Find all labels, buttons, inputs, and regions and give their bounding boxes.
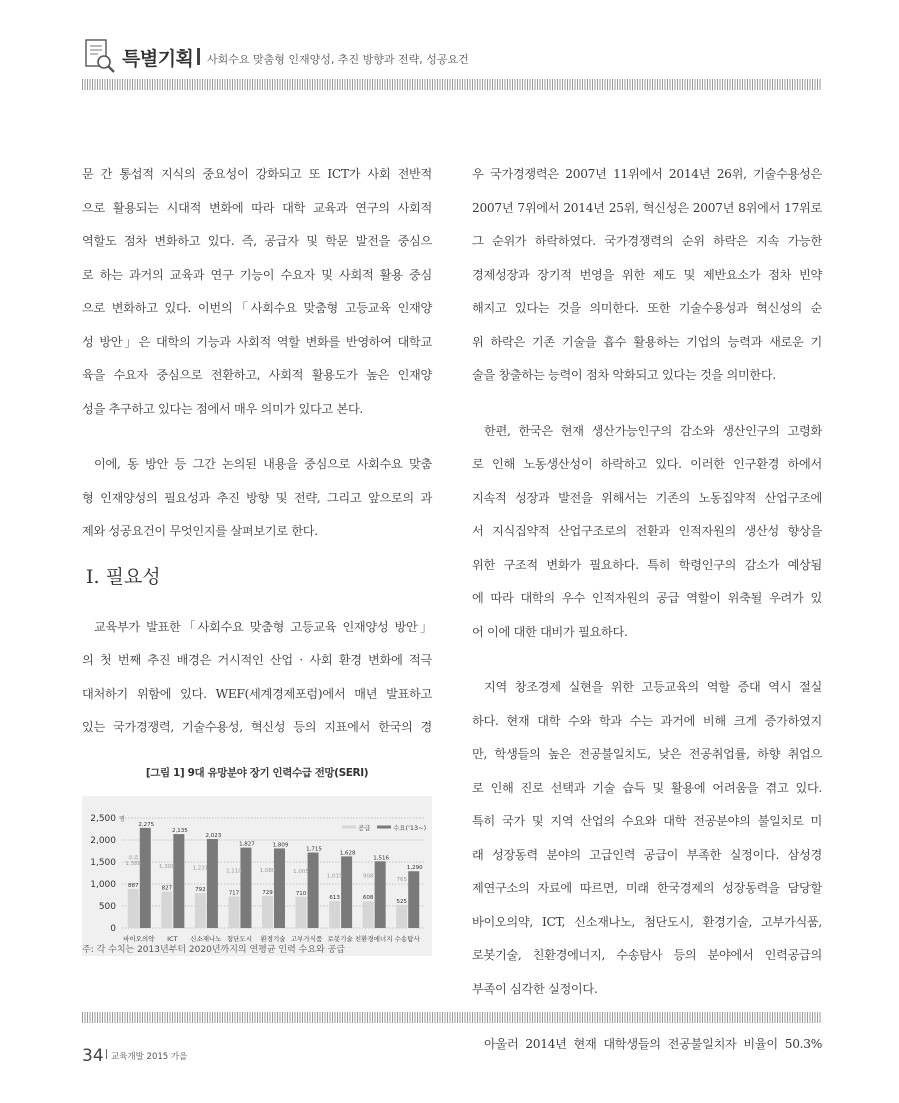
demand-value-label: 2,135 xyxy=(171,827,188,834)
shortage-value-label: 1,110 xyxy=(226,868,242,875)
text-line: 우 국가경쟁력은 2007년 11위에서 2014년 26위, 기술수용성은 xyxy=(472,167,822,181)
text-line: 육을 수요자 중심으로 전환하고, 사회적 활용도가 높은 인재양 xyxy=(82,368,432,382)
demand-value-label: 2,275 xyxy=(138,821,155,828)
legend-label-demand: 수요('13~) xyxy=(393,823,427,832)
text-line: 성 방안」은 대학의 기능과 사회적 역할 변화를 반영하여 대학교 xyxy=(82,334,432,349)
x-category-label: 친환경에너지 xyxy=(354,934,393,943)
demand-bar xyxy=(308,852,319,927)
supply-bar xyxy=(363,901,374,928)
section-heading: Ⅰ. 필요성 xyxy=(86,565,161,588)
text-line: 있는 국가경쟁력, 기술수용성, 혁신성 등의 지표에서 한국의 경 xyxy=(82,720,432,734)
document-search-icon xyxy=(84,38,118,76)
text-line: 바이오의약, ICT, 신소재나노, 첨단도시, 환경기술, 고부가식품, xyxy=(472,914,822,929)
demand-value-label: 1,809 xyxy=(272,841,289,848)
text-line: 교육부가 발표한「사회수요 맞춤형 고등교육 인재양성 방안」 xyxy=(94,619,432,634)
text-line: 형 인재양성의 필요성과 추진 방향 및 전략, 그리고 앞으로의 과 xyxy=(82,490,432,505)
shortage-value-label: 765 xyxy=(396,876,407,883)
text-line: 제연구소의 자료에 따르면, 미래 한국경제의 성장동력을 담당할 xyxy=(472,881,822,895)
shortage-value-label: 1,015 xyxy=(326,872,343,879)
text-line: 으로 변화하고 있다. 이번의「사회수요 맞춤형 고등교육 인재양 xyxy=(82,301,432,315)
top-stripe-divider xyxy=(82,79,822,90)
demand-bar xyxy=(274,848,285,928)
paragraph xyxy=(82,448,432,549)
demand-value-label: 1,628 xyxy=(339,849,356,856)
text-line: 부족이 심각한 실정이다. xyxy=(472,981,598,996)
supply-value-label: 792 xyxy=(195,886,206,893)
text-line: 어 이에 대한 대비가 필요하다. xyxy=(472,624,628,639)
footer-divider xyxy=(106,1049,107,1059)
paragraph xyxy=(472,1028,822,1062)
shortage-value-label: 1,231 xyxy=(192,864,209,871)
text-line: 이에, 동 방안 등 그간 논의된 내용을 중심으로 사회수요 맞춤 xyxy=(94,457,432,471)
supply-value-label: 717 xyxy=(228,889,240,896)
shortage-title-label: 부족 xyxy=(127,855,139,862)
paragraph xyxy=(82,611,432,745)
page-header xyxy=(84,38,824,78)
demand-value-label: 1,516 xyxy=(373,854,390,861)
text-line: 문 간 통섭적 지식의 중요성이 강화되고 또 ICT가 사회 전반적 xyxy=(82,167,432,181)
text-line: 해지고 있다는 것을 의미한다. 또한 기술수용성과 혁신성의 순 xyxy=(472,301,822,315)
demand-bar xyxy=(140,827,151,927)
paragraph xyxy=(82,158,432,426)
x-category-label: 수송탐사 xyxy=(394,934,420,943)
text-line: 2007년 7위에서 2014년 25위, 혁신성은 2007년 8위에서 17위로 xyxy=(472,200,822,215)
x-category-label: 로봇기술 xyxy=(327,934,353,943)
text-line: 그 순위가 하락하였다. 국가경쟁력의 순위 하락은 지속 가능한 xyxy=(472,234,822,248)
supply-bar xyxy=(329,901,340,928)
text-line: 지역 창조경제 실현을 위한 고등교육의 역할 증대 역시 절실 xyxy=(484,680,822,694)
x-category-label: 환경기술 xyxy=(260,934,286,943)
y-tick-label: 2,500 xyxy=(90,813,116,824)
shortage-value-label: 1,080 xyxy=(259,867,276,874)
demand-value-label: 2,023 xyxy=(205,832,222,839)
text-line: 역할도 점차 변화하고 있다. 즉, 공급자 및 학문 발전을 중심으 xyxy=(82,234,432,248)
shortage-value-label: 1,308 xyxy=(158,863,175,870)
text-line: 만, 학생들의 높은 전공불일치도, 낮은 전공취업률, 하향 취업으 xyxy=(472,747,822,761)
supply-value-label: 710 xyxy=(295,890,307,897)
demand-bar xyxy=(240,847,251,927)
x-category-label: 신소재나노 xyxy=(190,934,222,943)
header-divider xyxy=(197,48,200,65)
text-line: 특히 국가 및 지역 산업의 수요와 대학 전공분야의 불일치로 미 xyxy=(472,814,822,828)
demand-value-label: 1,290 xyxy=(406,864,423,871)
publication-name: 교육개발 2015 가을 xyxy=(111,1052,188,1062)
demand-bar xyxy=(207,838,218,927)
y-tick-label: 500 xyxy=(98,901,116,912)
text-line: 로 인해 진로 선택과 기술 습득 및 활용에 어려움을 겪고 있다. xyxy=(472,780,822,795)
header-subtitle: 사회수요 맞춤형 인재양성, 추진 방향과 전략, 성공요건 xyxy=(207,53,469,66)
text-line: 술을 창출하는 능력이 점차 악화되고 있다는 것을 의미한다. xyxy=(472,368,776,382)
text-line: 서 지식집약적 산업구조로의 전환과 인적자원의 생산성 향상을 xyxy=(472,524,822,538)
page-number: 34 xyxy=(82,1046,104,1066)
text-line: 래 성장동력 분야의 고급인력 공급이 부족한 실정이다. 삼성경 xyxy=(472,847,822,862)
supply-bar xyxy=(396,904,407,927)
demand-bar xyxy=(173,834,184,928)
right-column xyxy=(472,158,822,1062)
supply-bar xyxy=(296,896,307,927)
demand-bar xyxy=(408,871,419,928)
supply-bar xyxy=(128,888,139,927)
x-category-label: 바이오의약 xyxy=(123,934,155,943)
paragraph xyxy=(472,158,822,393)
text-line: 제와 성공요건이 무엇인지를 살펴보기로 한다. xyxy=(82,524,318,538)
text-line: 위 하락은 기존 기술을 흡수 활용하는 기업의 능력과 새로운 기 xyxy=(472,334,822,349)
text-line: 성을 추구하고 있다는 점에서 매우 의미가 있다고 본다. xyxy=(82,401,364,416)
shortage-value-label: 1,388 xyxy=(125,860,142,867)
figure-title: [그림 1] 9대 유망분야 장기 인력수급 전망(SERI) xyxy=(145,766,369,779)
supply-demand-bar-chart xyxy=(82,796,432,956)
text-line: 으로 활용되는 시대적 변화에 따라 대학 교육과 연구의 사회적 xyxy=(82,200,432,215)
y-tick-label: 0 xyxy=(110,923,116,934)
chart-container xyxy=(82,796,432,956)
text-line: 의 첫 번째 추진 배경은 거시적인 산업 · 사회 환경 변화에 적극 xyxy=(82,653,432,667)
supply-bar xyxy=(262,895,273,927)
supply-value-label: 525 xyxy=(396,898,407,905)
y-tick-label: 2,000 xyxy=(90,835,116,846)
supply-value-label: 608 xyxy=(362,894,374,901)
x-category-label: ICT xyxy=(167,934,178,943)
supply-value-label: 613 xyxy=(329,894,340,901)
section-label: 특별기획 xyxy=(122,48,194,70)
text-line: 위한 구조적 변화가 필요하다. 특히 학령인구의 감소가 예상됨 xyxy=(472,557,822,572)
figure-note: 주: 각 수치는 2013년부터 2020년까지의 연평균 인력 수요와 공급 xyxy=(82,945,345,955)
supply-value-label: 887 xyxy=(128,882,139,889)
shortage-value-label: 908 xyxy=(362,872,374,879)
text-line: 로 하는 과거의 교육과 연구 기능이 수요자 및 사회적 활용 중심 xyxy=(82,267,432,282)
supply-bar xyxy=(161,891,172,927)
supply-bar xyxy=(195,893,206,928)
supply-value-label: 827 xyxy=(161,885,173,892)
paragraph xyxy=(472,671,822,1006)
text-line: 에 따라 대학의 우수 인적자원의 공급 역할이 위축될 우려가 있 xyxy=(472,591,822,605)
x-category-label: 첨단도시 xyxy=(226,934,253,943)
supply-bar xyxy=(228,896,239,928)
text-line: 지속적 성장과 발전을 위해서는 기존의 노동집약적 산업구조에 xyxy=(472,490,822,505)
text-line: 한편, 한국은 현재 생산가능인구의 감소와 생산인구의 고령화 xyxy=(484,423,822,438)
x-category-label: 고부가식품 xyxy=(290,934,323,943)
paragraph xyxy=(472,415,822,650)
y-tick-label: 1,500 xyxy=(90,857,116,868)
demand-bar xyxy=(375,861,386,928)
left-column xyxy=(82,158,432,956)
y-tick-label: 1,000 xyxy=(90,879,116,890)
text-line: 하다. 현재 대학 수와 학과 수는 과거에 비해 크게 증가하였지 xyxy=(472,713,822,728)
bottom-stripe-divider xyxy=(82,1012,822,1023)
shortage-value-label: 1,005 xyxy=(293,868,309,875)
demand-value-label: 1,827 xyxy=(239,841,255,848)
text-line: 대처하기 위함에 있다. WEF(세계경제포럼)에서 매년 발표하고 xyxy=(82,686,432,701)
text-line: 로 인해 노동생산성이 하락하고 있다. 이러한 인구환경 하에서 xyxy=(472,457,822,471)
y-unit-label: 명 xyxy=(119,815,125,823)
text-line: 경제성장과 장기적 번영을 위한 제도 및 제반요소가 점차 빈약 xyxy=(472,267,822,282)
demand-value-label: 1,715 xyxy=(306,846,322,853)
supply-value-label: 729 xyxy=(262,889,273,896)
text-line: 로봇기술, 친환경에너지, 수송탐사 등의 분야에서 인력공급의 xyxy=(472,948,822,962)
demand-bar xyxy=(341,856,352,928)
legend-label-supply: 공급 xyxy=(358,823,371,832)
text-line: 아울러 2014년 현재 대학생들의 전공불일치자 비율이 50.3% xyxy=(484,1037,822,1051)
